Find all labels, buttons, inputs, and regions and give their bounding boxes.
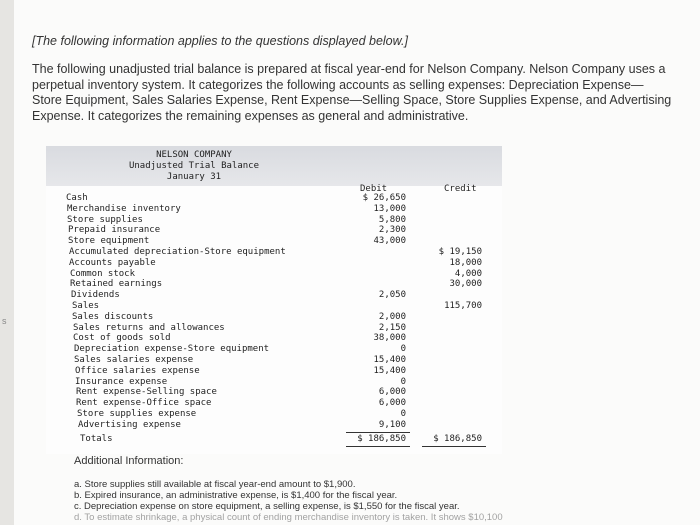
debit-amount: 2,050 [378,290,406,301]
totals-label: Totals [80,433,113,444]
account-name: Accounts payable [69,257,156,268]
debit-amount: 2,000 [378,311,406,322]
credit-amount [410,290,482,301]
statement-date: January 31 [166,172,222,182]
credit-total: $ 186,850 [433,433,482,444]
debit-amount: 6,000 [378,387,406,398]
debit-amount: 2,150 [378,322,406,333]
debit-header: Debit [360,184,388,194]
credit-amount [410,204,482,215]
account-name: Dividends [71,290,120,301]
account-name: Cash [66,193,88,203]
debit-total: $ 186,850 [357,433,406,444]
table-title [46,150,342,183]
debit-amount: 43,000 [373,236,406,247]
debit-amount: 9,100 [378,419,406,430]
credit-amount [410,409,482,420]
additional-item: c. Depreciation expense on store equipment, a selling expense, is $1,550 for the fiscal year. [74,501,460,512]
debit-amount: 0 [400,344,406,355]
account-name: Sales salaries expense [74,355,194,365]
additional-info-title: Additional Information: [74,455,184,467]
credit-amount [410,333,482,344]
debit-amount [326,269,406,280]
debit-amount: 6,000 [378,398,406,409]
debit-amount [326,247,406,258]
account-name: Sales [72,301,100,311]
account-name: Rent expense-Office space [76,398,212,409]
statement-title: Unadjusted Trial Balance [128,161,260,171]
account-name: Sales returns and allowances [73,322,225,333]
intro-paragraph: The following unadjusted trial balance is prepared at fiscal year-end for Nelson Company. Nelson Company uses a perpetual inventory system. It categorizes the following accounts as selling expenses: Depreciation Expense—Store Equipment, Sales Salaries Expense, Rent Expense—Selling Space, Store Supplies Expense, and Advertising Expense. It categorizes the remaining expenses as general and administrative. [32,62,672,123]
credit-amount [410,323,482,334]
intro-note: [The following information applies to the questions displayed below.] [32,34,408,48]
credit-amount: 30,000 [449,279,482,290]
account-name: Insurance expense [75,376,168,387]
debit-amount: 38,000 [373,333,406,344]
debit-amount: 15,400 [373,365,406,376]
account-name: Sales discounts [72,311,154,322]
credit-amount [410,377,482,388]
credit-amount: 18,000 [449,257,482,268]
left-margin [0,0,14,525]
debit-amount: 2,300 [378,225,406,236]
credit-amount [410,225,482,236]
trial-balance-table [46,146,502,454]
account-name: Common stock [70,268,136,279]
debit-double-rule [346,446,410,447]
account-name: Store equipment [68,236,150,247]
debit-amount: 0 [400,376,406,387]
additional-info-list [74,479,674,523]
credit-amount [410,344,482,355]
credit-amount [410,215,482,226]
additional-item: d. To estimate shrinkage, a physical count of ending merchandise inventory is taken. It shows $10,100 [74,512,503,523]
additional-item: b. Expired insurance, an administrative expense, is $1,400 for the fiscal year. [74,490,398,501]
credit-double-rule [422,446,486,447]
account-name: Advertising expense [78,419,181,430]
company-name: NELSON COMPANY [156,150,232,160]
account-name: Depreciation expense-Store equipment [74,344,270,355]
credit-amount: 115,700 [444,301,482,311]
debit-amount: $ 26,650 [362,193,406,203]
account-name: Cost of goods sold [73,333,171,344]
debit-amount [326,258,406,269]
debit-amount: 0 [400,409,406,419]
credit-amount [410,236,482,247]
debit-amount: 13,000 [373,203,406,214]
debit-amount [326,301,406,312]
debit-amount: 15,400 [373,355,406,365]
credit-amount [410,355,482,366]
margin-mark: s [2,316,7,326]
credit-amount: $ 19,150 [438,247,482,257]
credit-amount [410,312,482,323]
credit-amount [410,387,482,398]
account-name: Accumulated depreciation-Store equipment [69,247,286,257]
additional-item: a. Store supplies still available at fiscal year-end amount to $1,900. [74,479,356,490]
credit-header: Credit [444,184,477,194]
account-name: Retained earnings [70,279,163,290]
credit-amount [410,398,482,409]
account-name: Store supplies [67,214,143,225]
account-name: Merchandise inventory [67,203,181,214]
credit-amount [410,420,482,431]
credit-amount [410,193,482,204]
debit-total-rule [346,432,410,433]
credit-amount: 4,000 [454,268,482,279]
account-name: Store supplies expense [77,409,197,419]
credit-amount [410,366,482,377]
debit-amount: 5,800 [378,214,406,225]
account-name: Rent expense-Selling space [76,387,217,398]
account-name: Prepaid insurance [68,225,161,236]
account-name: Office salaries expense [75,365,200,376]
debit-amount [326,279,406,290]
